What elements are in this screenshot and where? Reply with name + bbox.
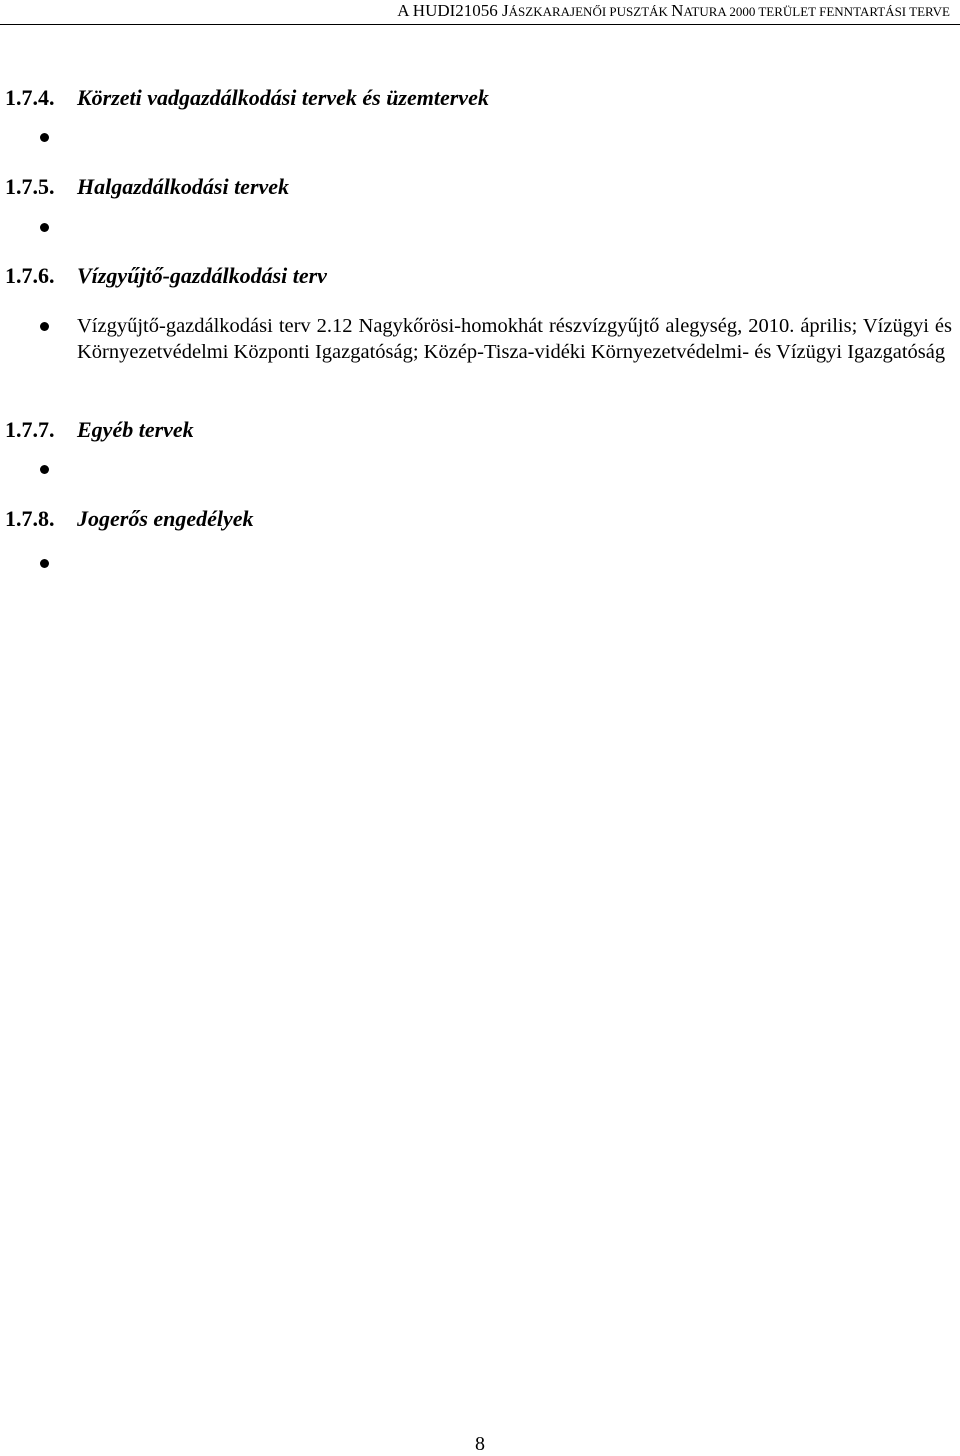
bullet-dot-icon — [40, 559, 49, 568]
running-header — [397, 0, 950, 24]
section-number: 1.7.4. — [5, 85, 55, 110]
header-rule — [0, 24, 960, 25]
page-number: 8 — [475, 1433, 485, 1455]
bullet-dot-icon — [40, 465, 49, 474]
section-heading-1-7-4 — [5, 84, 489, 112]
section-title: Jogerős engedélyek — [77, 506, 254, 531]
bullet-dot-icon — [40, 322, 49, 331]
section-heading-1-7-6 — [5, 262, 327, 290]
section-heading-1-7-5 — [5, 173, 289, 201]
section-number: 1.7.6. — [5, 263, 55, 288]
bullet-dot-icon — [40, 223, 49, 232]
header-part-4: ATURA 2000 TERÜLET FENNTARTÁSI TERVE — [683, 4, 950, 19]
section-number: 1.7.5. — [5, 174, 55, 199]
header-part-1: A HUDI21056 J — [397, 1, 509, 20]
section-number: 1.7.7. — [5, 417, 55, 442]
bullet-text: Vízgyűjtő-gazdálkodási terv 2.12 Nagykőrösi-homokhát részvízgyűjtő alegység, 2010. április; Vízügyi és Környezetvédelmi Központi Igazgatóság; Közép-Tisza-vidéki Környezetvédelmi- és Vízügyi Igazgatóság — [77, 315, 952, 363]
section-title: Halgazdálkodási tervek — [77, 174, 290, 199]
section-heading-1-7-8 — [5, 505, 254, 533]
bullet-dot-icon — [40, 133, 49, 142]
section-title: Körzeti vadgazdálkodási tervek és üzemtervek — [77, 85, 489, 110]
header-part-2: ÁSZKARAJENŐI PUSZTÁK — [508, 4, 672, 19]
header-part-3: N — [671, 1, 684, 20]
section-title: Vízgyűjtő-gazdálkodási terv — [77, 263, 327, 288]
section-title: Egyéb tervek — [77, 417, 194, 442]
section-heading-1-7-7 — [5, 416, 194, 444]
section-number: 1.7.8. — [5, 506, 55, 531]
